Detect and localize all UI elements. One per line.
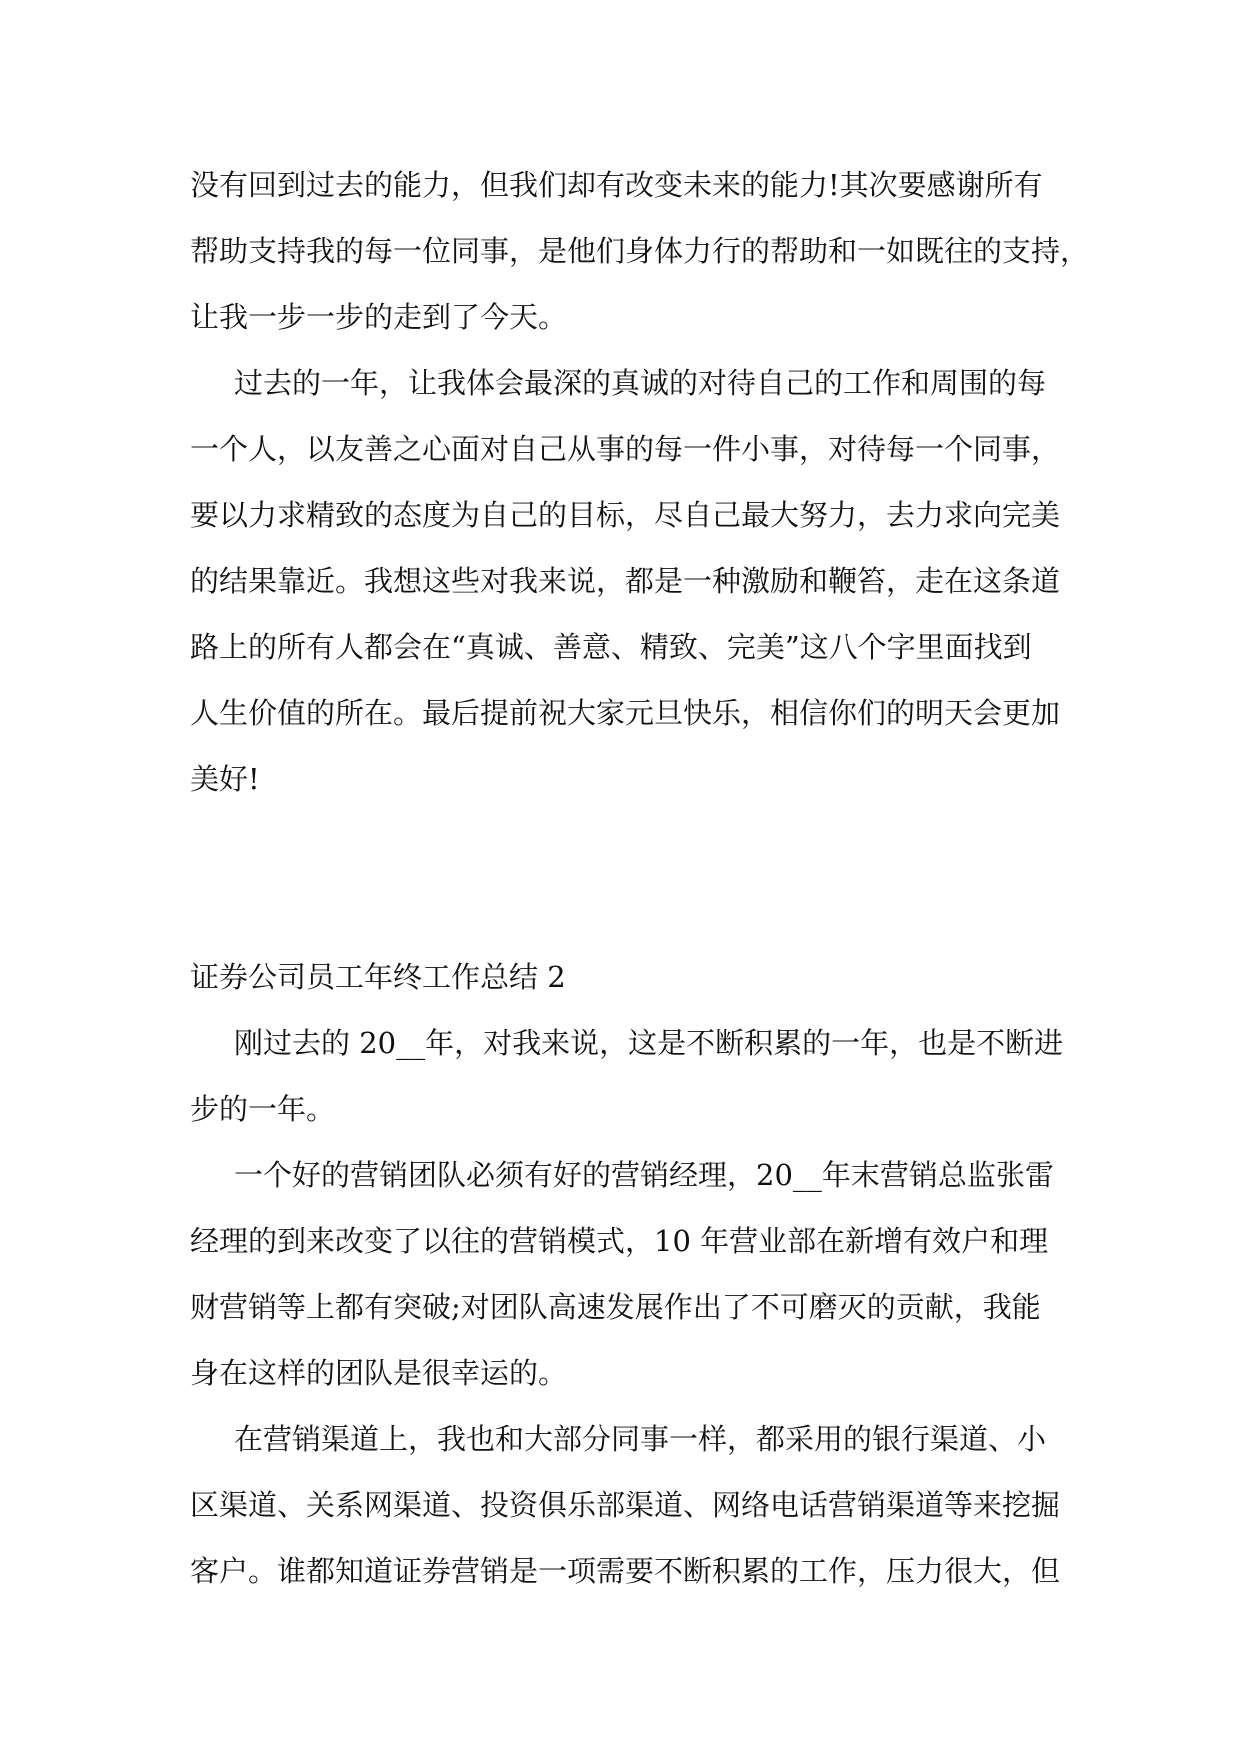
paragraph-team xyxy=(190,1142,1054,1406)
text-line: 财营销等上都有突破;对团队高速发展作出了不可磨灭的贡献，我能 xyxy=(190,1290,1041,1324)
text-line: 区渠道、关系网渠道、投资俱乐部渠道、网络电话营销渠道等来挖掘 xyxy=(190,1488,1061,1522)
paragraph-channels xyxy=(190,1406,1061,1604)
text-line: 刚过去的 20__年，对我来说，这是不断积累的一年，也是不断进 xyxy=(234,1026,1064,1060)
text-line: 的结果靠近。我想这些对我来说，都是一种激励和鞭笞，走在这条道 xyxy=(190,564,1061,598)
text-line: 路上的所有人都会在“真诚、善意、精致、完美”这八个字里面找到 xyxy=(190,630,1032,664)
text-line: 没有回到过去的能力，但我们却有改变未来的能力!其次要感谢所有 xyxy=(190,168,1043,202)
section-title: 证券公司员工年终工作总结 2 xyxy=(190,960,566,994)
document-body xyxy=(190,152,1090,1604)
paragraph-reflection xyxy=(190,350,1061,812)
text-line: 步的一年。 xyxy=(190,1092,336,1126)
text-line: 一个人，以友善之心面对自己从事的每一件小事，对待每一个同事， xyxy=(190,432,1061,466)
text-line: 帮助支持我的每一位同事，是他们身体力行的帮助和一如既往的支持， xyxy=(190,234,1090,268)
text-line: 人生价值的所在。最后提前祝大家元旦快乐，相信你们的明天会更加 xyxy=(190,696,1061,730)
text-line: 美好! xyxy=(190,762,260,796)
text-line: 让我一步一步的走到了今天。 xyxy=(190,300,568,334)
text-line: 在营销渠道上，我也和大部分同事一样，都采用的银行渠道、小 xyxy=(234,1422,1047,1456)
paragraph-intro xyxy=(190,1010,1064,1142)
text-line: 客户。谁都知道证券营销是一项需要不断积累的工作，压力很大，但 xyxy=(190,1554,1061,1588)
text-line: 经理的到来改变了以往的营销模式，10 年营业部在新增有效户和理 xyxy=(190,1224,1049,1258)
text-line: 过去的一年，让我体会最深的真诚的对待自己的工作和周围的每 xyxy=(234,366,1047,400)
paragraph-gratitude xyxy=(190,152,1090,350)
text-line: 要以力求精致的态度为自己的目标，尽自己最大努力，去力求向完美 xyxy=(190,498,1061,532)
text-line: 身在这样的团队是很幸运的。 xyxy=(190,1356,568,1390)
text-line: 一个好的营销团队必须有好的营销经理，20__年末营销总监张雷 xyxy=(234,1158,1054,1192)
